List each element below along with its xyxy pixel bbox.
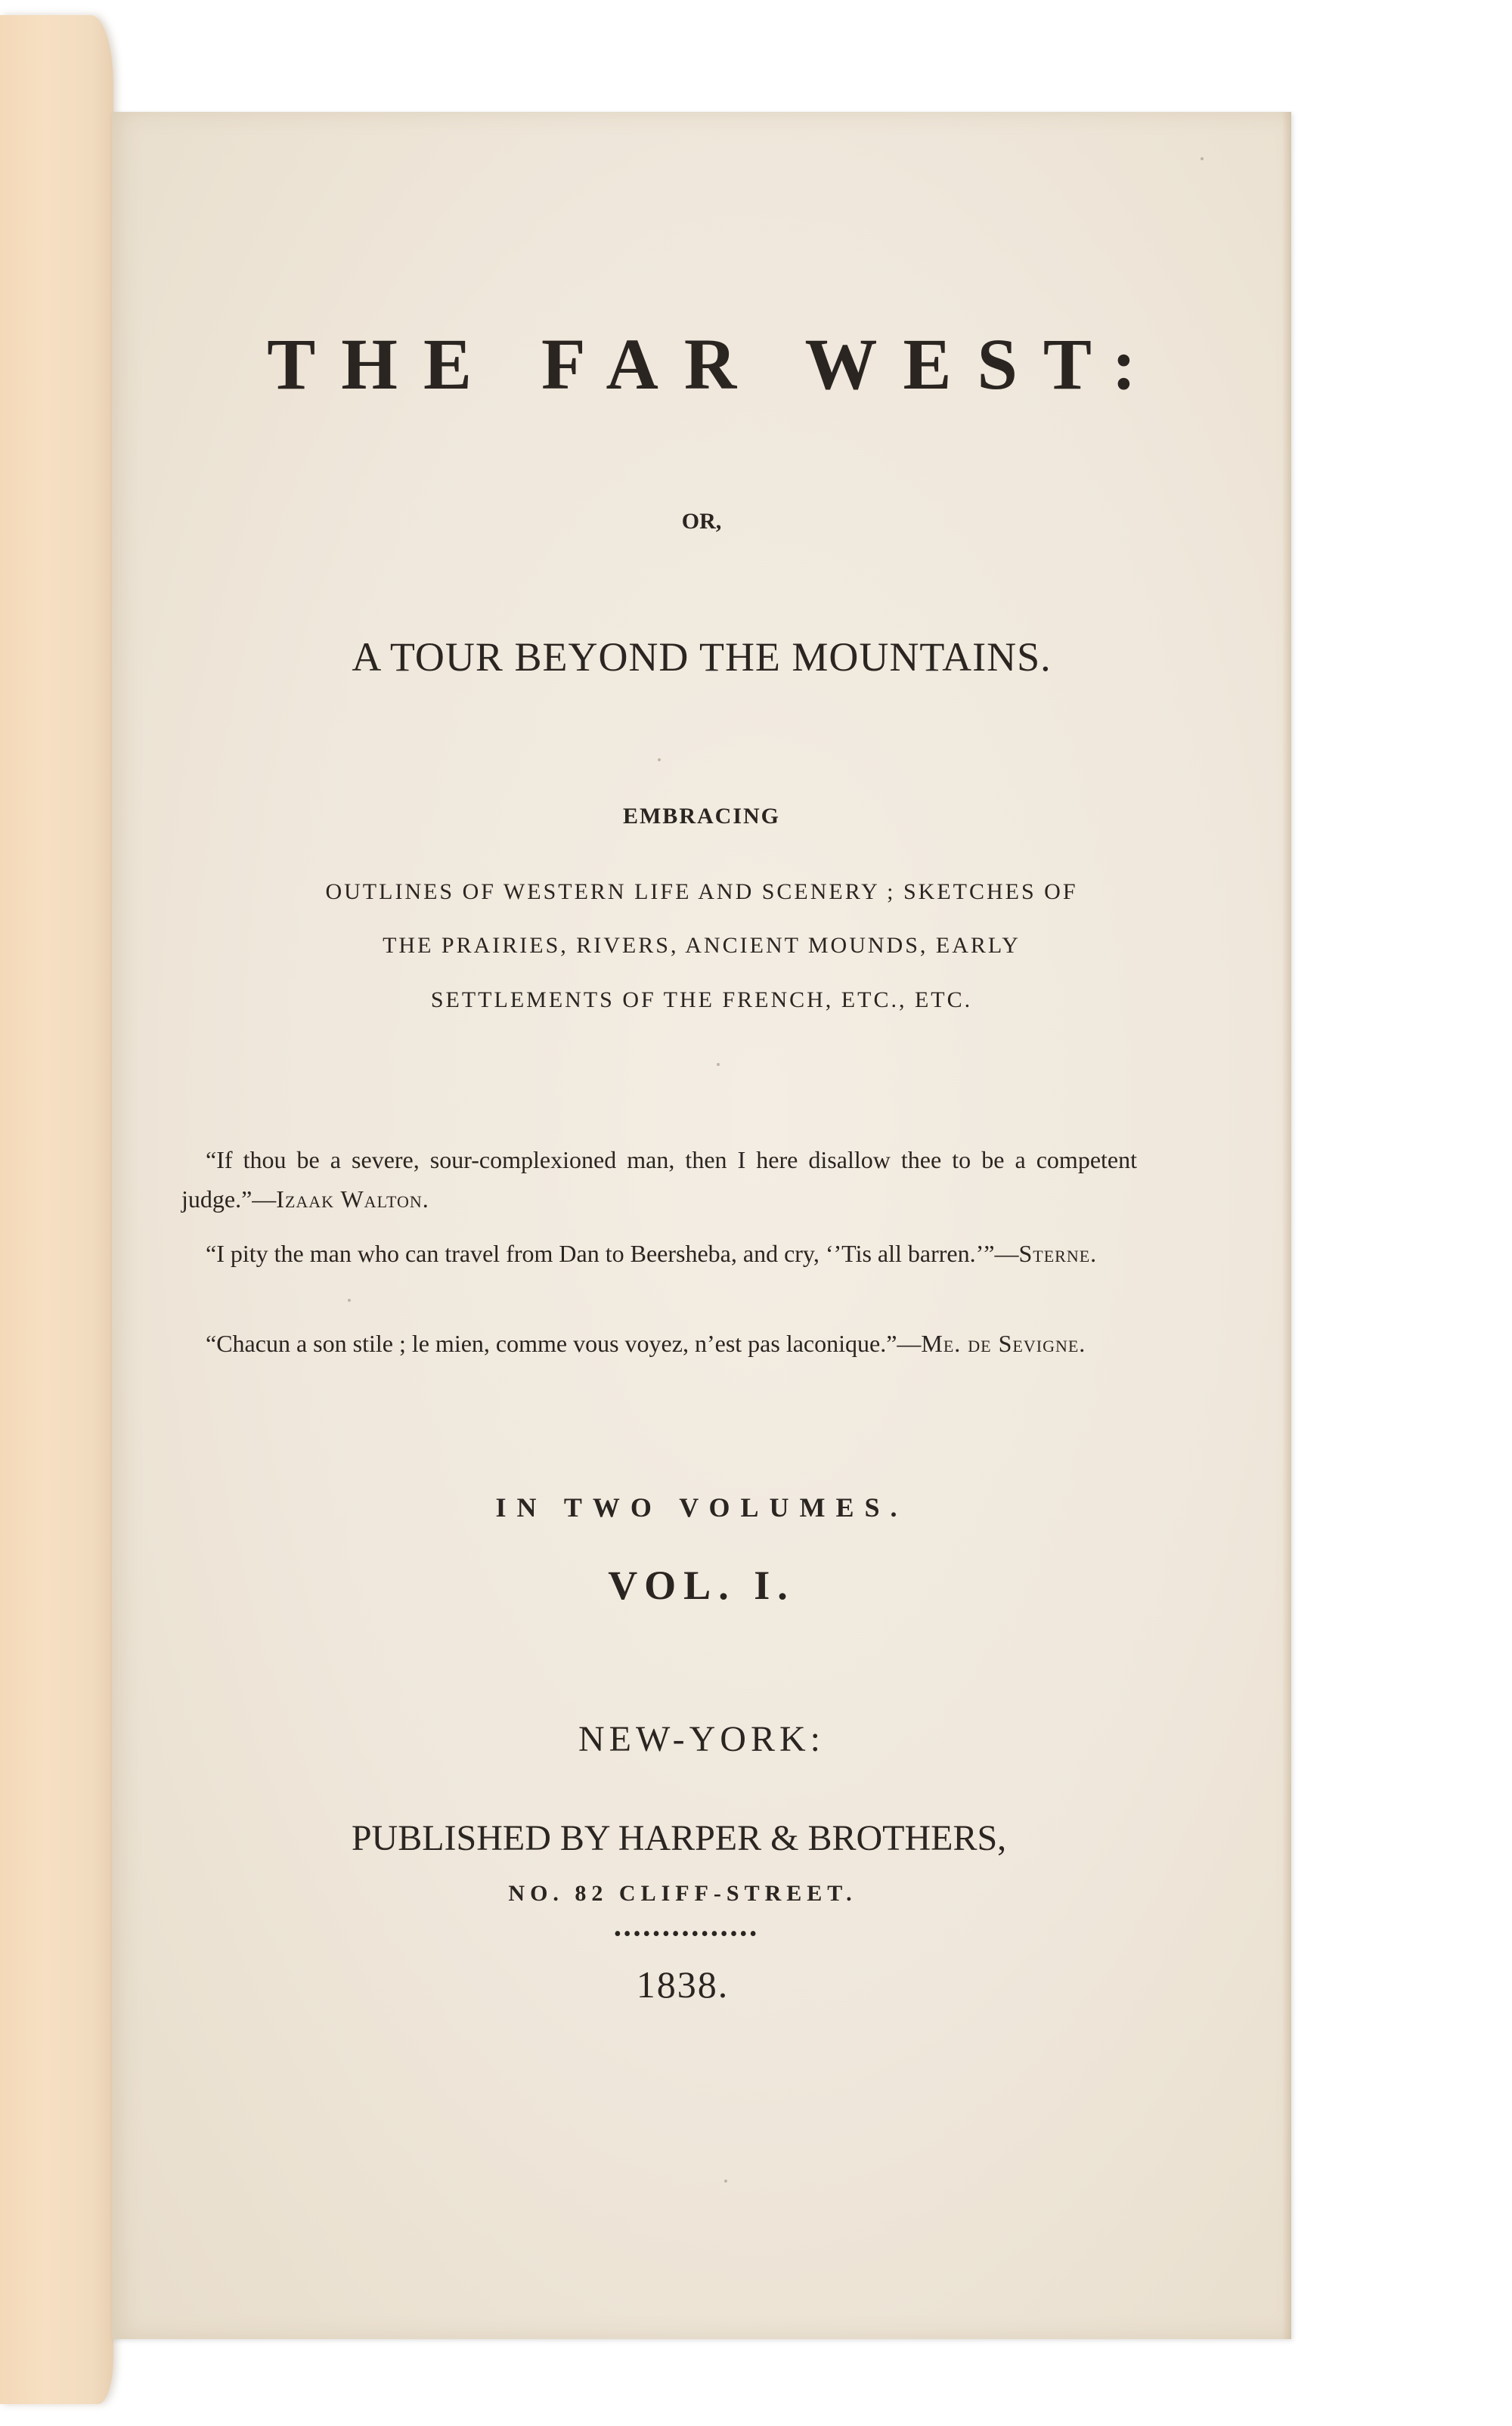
quote-attribution: Sterne. — [1018, 1240, 1098, 1267]
paper-speck — [348, 1299, 351, 1302]
epigraph-quote — [181, 1324, 1137, 1363]
book-subtitle: A TOUR BEYOND THE MOUNTAINS. — [352, 634, 1052, 680]
paper-speck — [724, 2180, 727, 2183]
quote-text: “Chacun a son stile ; le mien, comme vous voyez, n’est pas laconique.”— — [206, 1330, 922, 1357]
paper-speck — [1201, 157, 1204, 160]
publication-city: NEW-YORK: — [578, 1719, 825, 1759]
quote-text: “If thou be a severe, sour-complexioned man, then I here disallow thee to be a competent judge.”— — [181, 1146, 1137, 1213]
outline-line: SETTLEMENTS OF THE FRENCH, ETC., ETC. — [430, 987, 973, 1012]
or-line: OR, — [681, 509, 722, 534]
left-page-edge — [0, 15, 113, 2404]
outline-line: THE PRAIRIES, RIVERS, ANCIENT MOUNDS, EARLY — [383, 933, 1021, 958]
book-title: THE FAR WEST: — [267, 324, 1162, 404]
quote-text: “I pity the man who can travel from Dan to Beersheba, and cry, ‘’Tis all barren.’”— — [206, 1240, 1019, 1267]
publisher-line: PUBLISHED BY HARPER & BROTHERS, — [351, 1818, 1007, 1858]
publication-year: 1838. — [636, 1963, 730, 2006]
title-page — [112, 112, 1291, 2339]
volumes-line: IN TWO VOLUMES. — [495, 1492, 908, 1523]
volume-number: VOL. I. — [608, 1563, 795, 1608]
publisher-address: NO. 82 CLIFF-STREET. — [508, 1881, 857, 1906]
dotted-ornament: ••••••••••••••• — [613, 1923, 760, 1946]
quote-attribution: Izaak Walton. — [276, 1185, 429, 1213]
paper-speck — [717, 1063, 720, 1066]
outline-line: OUTLINES OF WESTERN LIFE AND SCENERY ; SKETCHES OF — [325, 879, 1078, 904]
epigraph-quote — [181, 1140, 1137, 1219]
quote-attribution: Me. de Sevigne. — [921, 1330, 1086, 1357]
epigraph-quote — [181, 1234, 1137, 1273]
paper-speck — [658, 758, 661, 761]
embracing-line: EMBRACING — [622, 804, 780, 829]
